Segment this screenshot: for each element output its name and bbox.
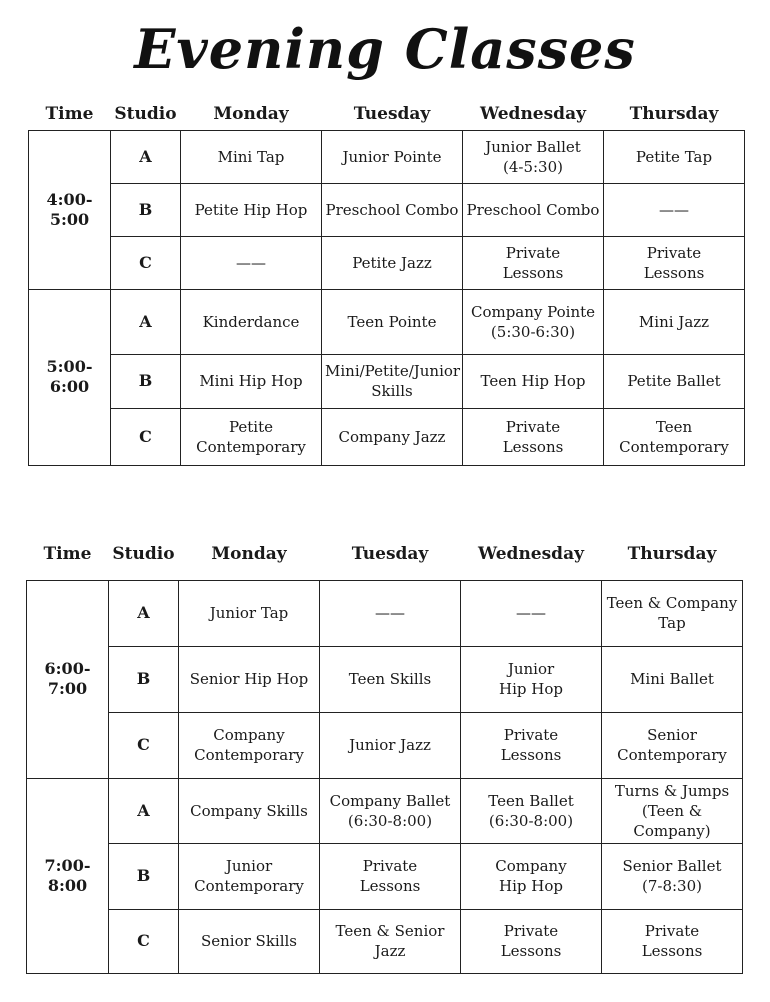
class-cell: Company Skills [179,778,320,843]
table-row [27,778,743,843]
class-cell: —— [181,236,322,289]
time-slot: 6:00-7:00 [27,580,109,778]
studio-label: A [111,289,181,354]
class-cell: Turns & Jumps (Teen & Company) [602,778,743,843]
class-cell: Teen & Senior Jazz [320,909,461,973]
table-row [27,646,743,712]
studio-label: C [111,408,181,465]
class-cell: Mini Ballet [602,646,743,712]
class-cell: Company Jazz [322,408,463,465]
table-row [27,580,743,646]
class-cell: Company Ballet (6:30-8:00) [320,778,461,843]
class-cell: Junior Tap [179,580,320,646]
class-cell: Kinderdance [181,289,322,354]
class-cell: Teen Skills [320,646,461,712]
class-cell: Mini Tap [181,130,322,183]
class-cell: Senior Skills [179,909,320,973]
table-row [29,183,745,236]
class-cell: Petite Jazz [322,236,463,289]
class-cell: —— [604,183,745,236]
class-cell: Private Lessons [461,712,602,778]
table-row [27,843,743,909]
class-cell: Teen Hip Hop [463,354,604,408]
class-cell: Junior Jazz [320,712,461,778]
page-title: Evening Classes [134,17,636,81]
header-tuesday: Tuesday [353,103,431,124]
time-slot: 7:00-8:00 [27,778,109,973]
class-cell: —— [461,580,602,646]
class-cell: Preschool Combo [322,183,463,236]
class-cell: Teen Pointe [322,289,463,354]
class-cell: Teen Ballet (6:30-8:00) [461,778,602,843]
class-cell: Mini/Petite/Junior Skills [322,354,463,408]
class-cell: Private Lessons [463,408,604,465]
header-studio: Studio [114,103,177,124]
class-cell: Preschool Combo [463,183,604,236]
table-row [29,130,745,183]
studio-label: A [109,580,179,646]
class-cell: Private Lessons [602,909,743,973]
class-cell: Junior Contemporary [179,843,320,909]
schedule-table-1 [28,98,745,466]
class-cell: Senior Contemporary [602,712,743,778]
class-cell: —— [320,580,461,646]
header-studio: Studio [112,543,175,564]
studio-label: B [111,354,181,408]
class-cell: Petite Tap [604,130,745,183]
class-cell: Senior Hip Hop [179,646,320,712]
studio-label: A [111,130,181,183]
studio-label: C [109,909,179,973]
table-row [29,236,745,289]
header-thursday: Thursday [629,103,719,124]
schedule-table-2 [26,528,743,974]
class-cell: Senior Ballet (7-8:30) [602,843,743,909]
class-cell: Private Lessons [604,236,745,289]
table-row [29,408,745,465]
class-cell: Junior Pointe [322,130,463,183]
class-cell: Company Pointe (5:30-6:30) [463,289,604,354]
class-cell: Petite Ballet [604,354,745,408]
class-cell: Mini Hip Hop [181,354,322,408]
header-monday: Monday [213,103,289,124]
studio-label: A [109,778,179,843]
studio-label: B [109,843,179,909]
class-cell: Company Contemporary [179,712,320,778]
studio-label: B [111,183,181,236]
class-cell: Petite Contemporary [181,408,322,465]
time-slot: 4:00-5:00 [29,130,111,289]
class-cell: Teen & Company Tap [602,580,743,646]
table-row [29,354,745,408]
studio-label: C [111,236,181,289]
header-wednesday: Wednesday [478,543,584,564]
class-cell: Private Lessons [320,843,461,909]
header-thursday: Thursday [627,543,717,564]
time-slot: 5:00-6:00 [29,289,111,465]
header-time: Time [43,543,92,564]
class-cell: Junior Ballet (4-5:30) [463,130,604,183]
class-cell: Junior Hip Hop [461,646,602,712]
class-cell: Mini Jazz [604,289,745,354]
class-cell: Petite Hip Hop [181,183,322,236]
header-monday: Monday [211,543,287,564]
header-tuesday: Tuesday [351,543,429,564]
class-cell: Private Lessons [463,236,604,289]
table-row [27,712,743,778]
studio-label: B [109,646,179,712]
class-cell: Private Lessons [461,909,602,973]
header-wednesday: Wednesday [480,103,586,124]
table-row [27,909,743,973]
header-time: Time [45,103,94,124]
studio-label: C [109,712,179,778]
class-cell: Teen Contemporary [604,408,745,465]
table-row [29,289,745,354]
class-cell: Company Hip Hop [461,843,602,909]
